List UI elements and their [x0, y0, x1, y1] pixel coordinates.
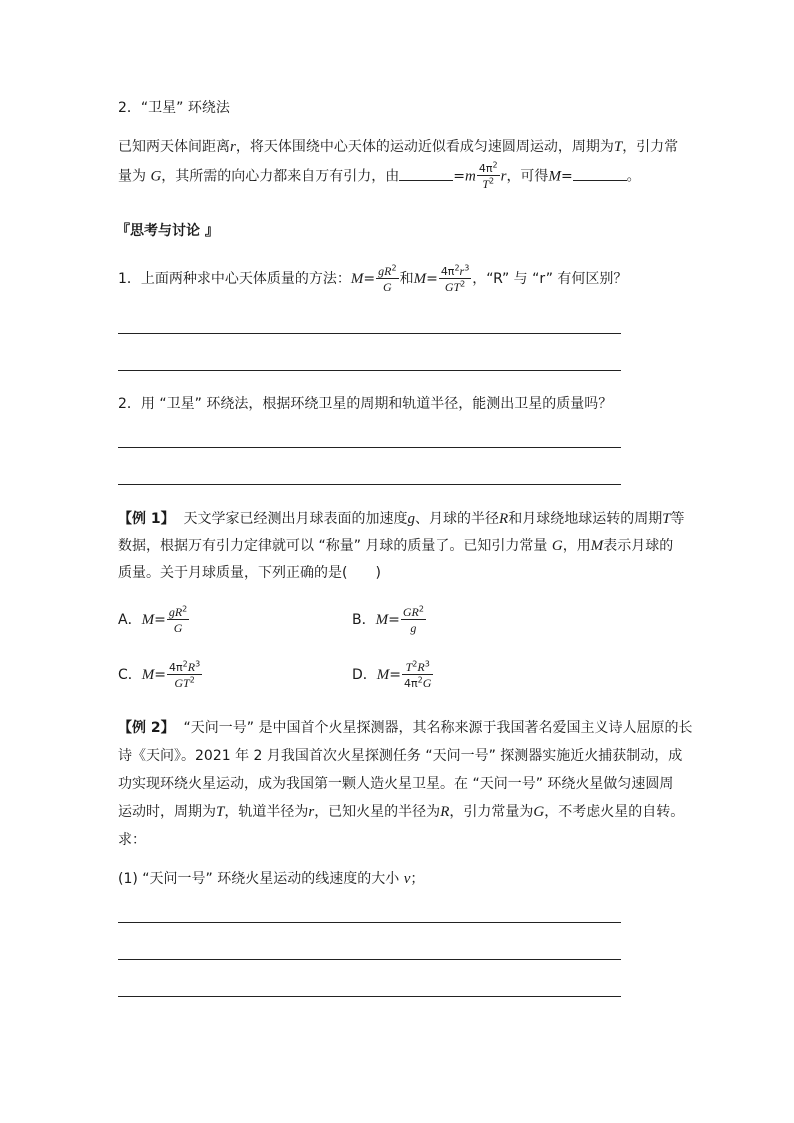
answer-blank[interactable]: [573, 166, 627, 181]
answer-line[interactable]: [118, 370, 621, 371]
option-b[interactable]: B．M= $\frac{GR^2}{g}$: [352, 604, 424, 635]
answer-line[interactable]: [118, 922, 621, 923]
option-c[interactable]: C．M= $\frac{4\pi^2R^3}{GT^2}$: [118, 659, 201, 690]
option-d[interactable]: D．M= $\frac{T^2R^3}{4\pi^2G}$: [352, 659, 432, 690]
option-a[interactable]: A．M= $\frac{gR^2}{G}$: [118, 604, 188, 635]
answer-line[interactable]: [118, 484, 621, 485]
example2-line2: 诗《天问》。2021 年 2 月我国首次火星探测任务 “天问一号” 探测器实施近火捕获制动，成: [118, 748, 683, 764]
section-paragraph-line1: 已知两天体间距离r，将天体围绕中心天体的运动近似看成匀速圆周运动，周期为T，引力常: [118, 139, 679, 155]
example-label: 【例 1】: [118, 511, 175, 527]
answer-blank[interactable]: [399, 166, 453, 181]
answer-line[interactable]: [118, 447, 621, 448]
section-heading: 2．“卫星” 环绕法: [118, 100, 230, 116]
example2-line1: 【例 2】 “天问一号” 是中国首个火星探测器，其名称来源于我国著名爱国主义诗人屈原的长: [118, 720, 693, 736]
answer-line[interactable]: [118, 333, 621, 334]
example1-line3: 质量。关于月球质量，下列正确的是( ): [118, 565, 381, 581]
example2-line5: 求：: [118, 832, 146, 848]
example2-line3: 功实现环绕火星运动，成为我国第一颗人造火星卫星。在 “天问一号” 环绕火星做匀速圆周: [118, 776, 674, 792]
formula-fraction: $\frac{4\pi^2}{T^2}$: [478, 160, 498, 191]
example-label: 【例 2】: [118, 720, 175, 736]
example1-line1: 【例 1】 天文学家已经测出月球表面的加速度g、月球的半径R和月球绕地球运转的周期T等: [118, 511, 685, 527]
answer-line[interactable]: [118, 959, 621, 960]
discussion-question-1: 1．上面两种求中心天体质量的方法：M= $\frac{gR^2}{G}$ 和M= $\frac{4\pi^2r^3}{GT^2}$ ，“R” 与 “r” 有何区别？: [118, 263, 628, 294]
example2-line4: 运动时，周期为T，轨道半径为r，已知火星的半径为R，引力常量为G，不考虑火星的自转。: [118, 804, 685, 820]
answer-line[interactable]: [118, 996, 621, 997]
example2-subquestion-1: (1) “天问一号” 环绕火星运动的线速度的大小 v；: [118, 871, 425, 887]
example1-line2: 数据，根据万有引力定律就可以 “称量” 月球的质量了。已知引力常量 G，用M表示月球的: [118, 538, 674, 554]
section-paragraph-line2: 量为 G，其所需的向心力都来自万有引力，由 =m $\frac{4\pi^2}{T^2}$ r，可得M= 。: [118, 160, 641, 191]
discussion-question-2: 2．用 “卫星” 环绕法，根据环绕卫星的周期和轨道半径，能测出卫星的质量吗？: [118, 396, 613, 412]
discussion-title: 『思考与讨论 』: [116, 223, 219, 239]
